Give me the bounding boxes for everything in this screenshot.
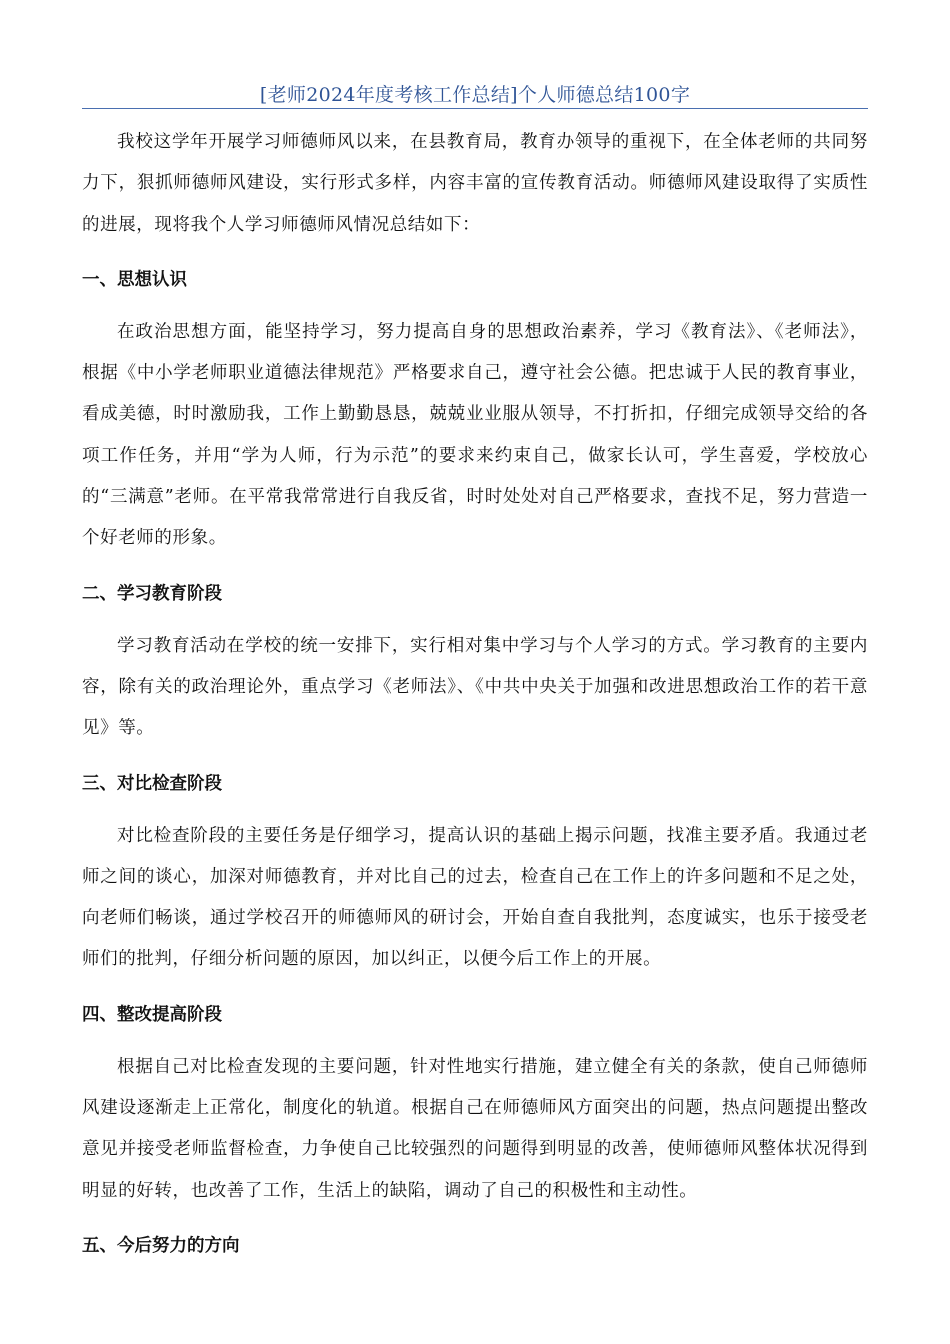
section-paragraph-2: 学习教育活动在学校的统一安排下，实行相对集中学习与个人学习的方式。学习教育的主要内容，除有关的政治理论外，重点学习《老师法》、《中共中央关于加强和改进思想政治工作的若干意见》等。 — [82, 635, 868, 739]
page-header-title: [老师2024年度考核工作总结]个人师德总结100字 — [259, 84, 691, 106]
section-paragraph-4: 根据自己对比检查发现的主要问题，针对性地实行措施，建立健全有关的条款，使自己师德师风建设逐渐走上正常化，制度化的轨道。根据自己在师德师风方面突出的问题，热点问题提出整改意见并接受老师监督检查，力争使自己比较强烈的问题得到明显的改善，使师德师风整体状况得到明显的好转，也改善了工作，生活上的缺陷，调动了自己的积极性和主动性。 — [82, 1056, 868, 1201]
section-paragraph-3: 对比检查阶段的主要任务是仔细学习，提高认识的基础上揭示问题，找准主要矛盾。我通过老师之间的谈心，加深对师德教育，并对比自己的过去，检查自己在工作上的许多问题和不足之处，向老师们畅谈，通过学校召开的师德师风的研讨会，开始自查自我批判，态度诚实，也乐于接受老师们的批判，仔细分析问题的原因，加以纠正，以便今后工作上的开展。 — [82, 825, 868, 970]
section-heading-4: 四、整改提高阶段 — [82, 1004, 222, 1025]
section-heading-2: 二、学习教育阶段 — [82, 583, 222, 604]
document-body — [82, 122, 868, 1258]
section-paragraph-1: 在政治思想方面，能坚持学习，努力提高自身的思想政治素养，学习《教育法》、《老师法》，根据《中小学老师职业道德法律规范》严格要求自己，遵守社会公德。把忠诚于人民的教育事业，看成美德，时时激励我，工作上勤勤恳恳，兢兢业业服从领导，不打折扣，仔细完成领导交给的各项工作任务，并用“学为人师，行为示范”的要求来约束自己，做家长认可，学生喜爱，学校放心的“三满意”老师。在平常我常常进行自我反省，时时处处对自己严格要求，查找不足，努力营造一个好老师的形象。 — [82, 321, 868, 549]
section-heading-5: 五、今后努力的方向 — [82, 1235, 240, 1256]
section-heading-3: 三、对比检查阶段 — [82, 773, 222, 794]
intro-paragraph: 我校这学年开展学习师德师风以来，在县教育局，教育办领导的重视下，在全体老师的共同努力下，狠抓师德师风建设，实行形式多样，内容丰富的宣传教育活动。师德师风建设取得了实质性的进展，现将我个人学习师德师风情况总结如下： — [82, 132, 868, 235]
header-divider — [82, 108, 868, 109]
section-heading-1: 一、思想认识 — [82, 269, 187, 290]
